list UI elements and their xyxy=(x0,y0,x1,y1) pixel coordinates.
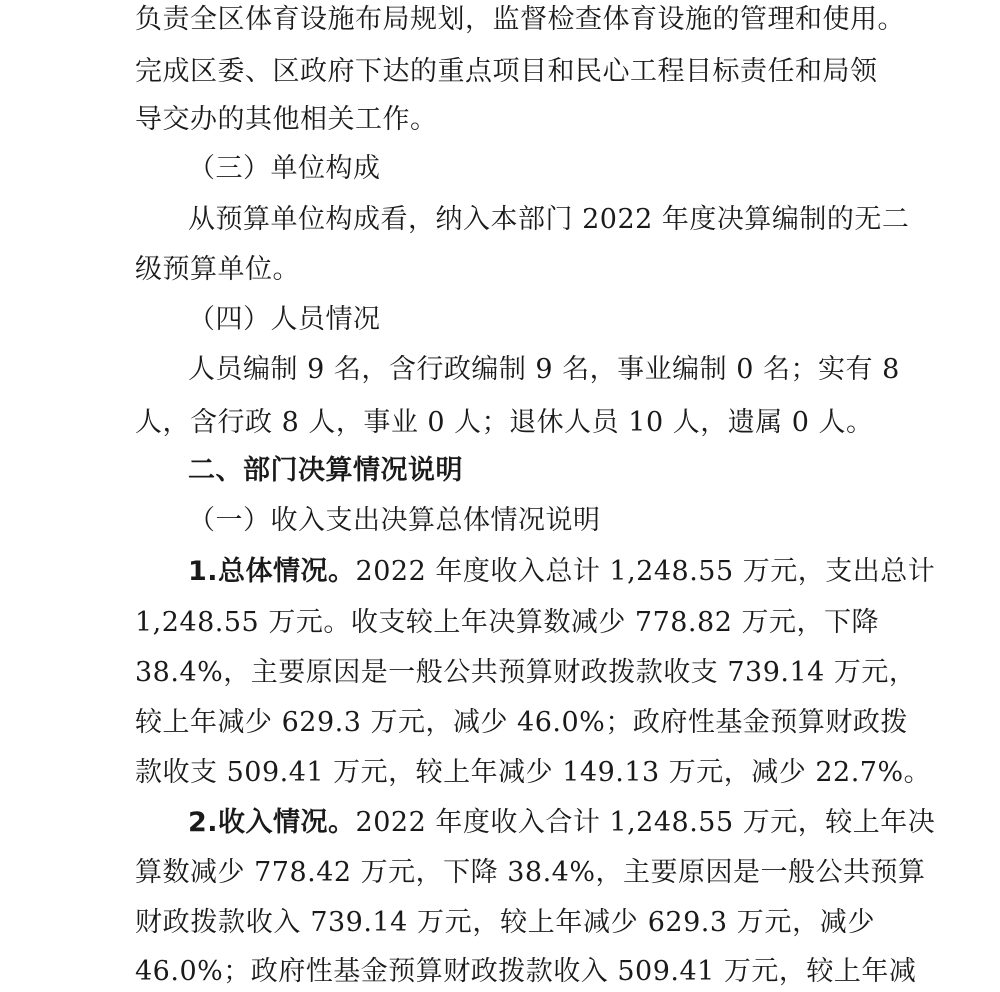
body-line: 完成区委、区政府下达的重点项目和民心工程目标责任和局领 xyxy=(135,56,878,87)
section-heading: （三）单位构成 xyxy=(188,153,381,184)
body-line: 款收支 509.41 万元，较上年减少 149.13 万元，减少 22.7%。 xyxy=(135,757,932,788)
body-line: 导交办的其他相关工作。 xyxy=(135,104,438,135)
body-line: 算数减少 778.42 万元，下降 38.4%，主要原因是一般公共预算 xyxy=(135,857,926,888)
body-line: 46.0%；政府性基金预算财政拨款收入 509.41 万元，较上年减 xyxy=(135,956,917,987)
body-text: 2022 年度收入总计 1,248.55 万元，支出总计 xyxy=(355,556,936,587)
section-heading: （四）人员情况 xyxy=(188,304,381,335)
body-text: 2022 年度收入合计 1,248.55 万元，较上年决 xyxy=(355,807,936,838)
chapter-heading: 二、部门决算情况说明 xyxy=(188,455,463,486)
body-line: 38.4%，主要原因是一般公共预算财政拨款收支 739.14 万元， xyxy=(135,657,917,688)
body-line: 1,248.55 万元。收支较上年决算数减少 778.82 万元，下降 xyxy=(135,607,879,638)
body-line: 级预算单位。 xyxy=(135,254,300,285)
body-line: 负责全区体育设施布局规划，监督检查体育设施的管理和使用。 xyxy=(135,4,905,35)
body-line: 人员编制 9 名，含行政编制 9 名，事业编制 0 名；实有 8 xyxy=(188,354,900,385)
body-line: 从预算单位构成看，纳入本部门 2022 年度决算编制的无二 xyxy=(188,204,910,235)
paragraph-lead: 2.收入情况。 xyxy=(188,807,356,838)
body-line: 财政拨款收入 739.14 万元，较上年减少 629.3 万元，减少 xyxy=(135,907,875,938)
paragraph-lead-line xyxy=(188,803,936,843)
body-line: 较上年减少 629.3 万元，减少 46.0%；政府性基金预算财政拨 xyxy=(135,707,908,738)
paragraph-lead: 1.总体情况。 xyxy=(188,556,356,587)
body-line: 人，含行政 8 人，事业 0 人；退休人员 10 人，遗属 0 人。 xyxy=(135,407,874,438)
paragraph-lead-line xyxy=(188,552,936,592)
section-heading: （一）收入支出决算总体情况说明 xyxy=(188,505,601,536)
